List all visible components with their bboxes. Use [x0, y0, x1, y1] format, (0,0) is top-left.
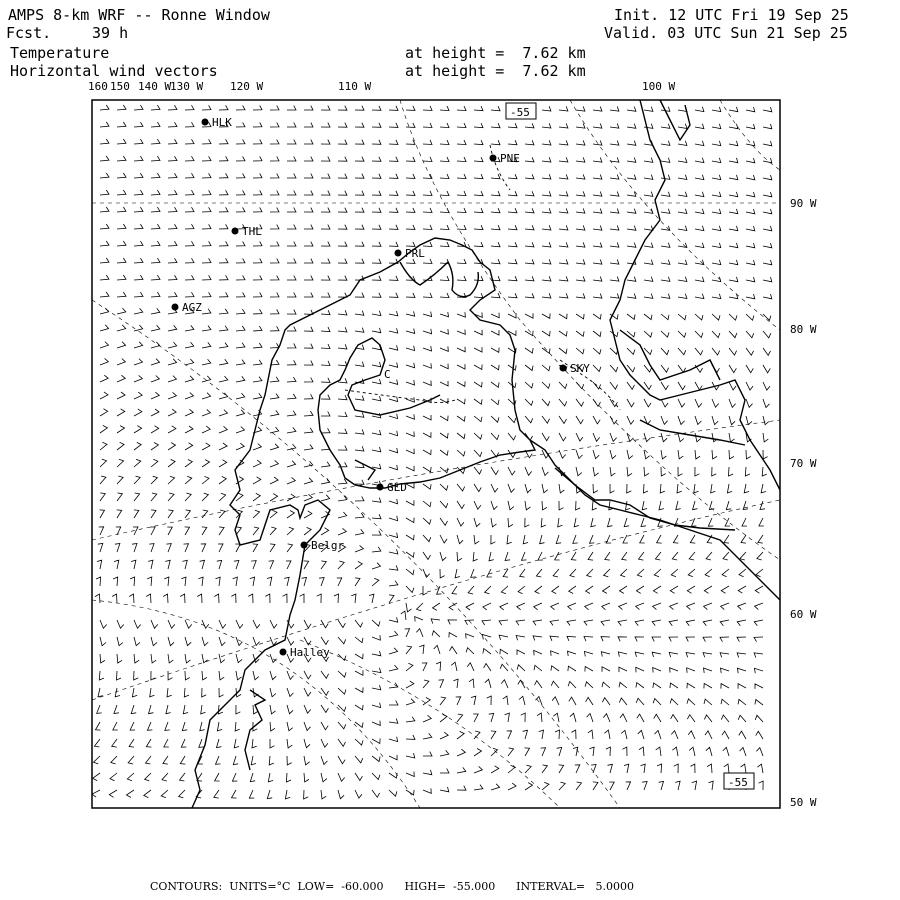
station-dot	[395, 250, 402, 257]
forecast-value: 39 h	[92, 24, 129, 42]
lon-label: 160	[88, 80, 108, 93]
map-frame	[92, 100, 780, 808]
station-dot	[280, 649, 287, 656]
height-line-1: at height = 7.62 km	[405, 44, 586, 62]
station-label: SKY	[570, 362, 590, 375]
lat-label: 70 W	[790, 457, 817, 470]
station-marker[interactable]	[490, 152, 520, 165]
valid-time: Valid. 03 UTC Sun 21 Sep 25	[604, 24, 848, 42]
contour-label-box	[506, 103, 536, 119]
station-label: AGZ	[182, 301, 202, 314]
field-temperature: Temperature	[10, 44, 110, 62]
init-time: Init. 12 UTC Fri 19 Sep 25	[614, 6, 849, 24]
lon-label: 100 W	[642, 80, 676, 93]
station-label: PNE	[500, 152, 520, 165]
field-wind: Horizontal wind vectors	[10, 62, 218, 80]
station-label: Halley	[290, 646, 330, 659]
station-label: PRL	[405, 247, 425, 260]
contour-label: -55	[728, 776, 748, 789]
station-dot	[490, 155, 497, 162]
station-label: GLD	[387, 481, 407, 494]
contour-label: -55	[510, 106, 530, 119]
lon-label: 140 W	[138, 80, 172, 93]
lat-label: 50 W	[790, 796, 817, 809]
station-label: THL	[242, 225, 262, 238]
station-marker[interactable]	[301, 539, 345, 552]
map-title: AMPS 8-km WRF -- Ronne Window	[8, 6, 270, 24]
wind-barbs	[92, 105, 772, 799]
station-dot	[202, 119, 209, 126]
station-marker[interactable]	[560, 362, 591, 375]
forecast-label: Fcst.	[6, 24, 52, 42]
station-marker[interactable]	[377, 481, 407, 494]
lat-label: 90 W	[790, 197, 817, 210]
graticule	[92, 100, 780, 808]
lon-label: 120 W	[230, 80, 264, 93]
lon-label: 110 W	[338, 80, 372, 93]
station-layer	[172, 116, 591, 659]
contour-legend: CONTOURS: UNITS=°C LOW= -60.000 HIGH= -55.000 INTERVAL= 5.0000	[150, 880, 635, 893]
station-dot	[232, 228, 239, 235]
station-label: HLK	[212, 116, 232, 129]
station-dot	[172, 304, 179, 311]
lat-label: 80 W	[790, 323, 817, 336]
lon-label: 130 W	[170, 80, 204, 93]
height-line-2: at height = 7.62 km	[405, 62, 586, 80]
lat-label: 60 W	[790, 608, 817, 621]
lon-label: 150	[110, 80, 130, 93]
station-label: Belgr	[311, 539, 345, 552]
station-dot	[560, 365, 567, 372]
station-marker[interactable]	[395, 247, 426, 260]
station-marker[interactable]	[280, 646, 331, 659]
station-marker[interactable]	[232, 225, 263, 238]
map-feature-label: C	[384, 368, 391, 381]
wind-vector-field	[92, 105, 772, 799]
station-dot	[377, 484, 384, 491]
station-dot	[301, 542, 308, 549]
contour-label-box	[724, 773, 754, 789]
